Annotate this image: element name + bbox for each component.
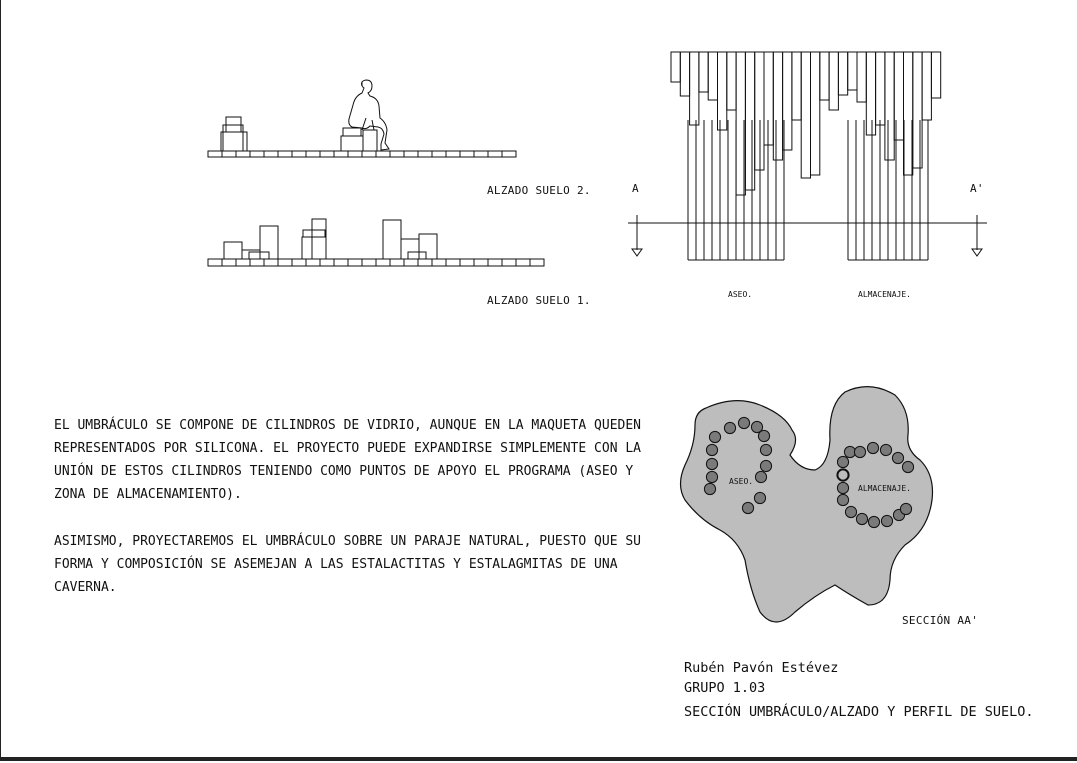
plan-column — [706, 444, 717, 455]
plan-column — [892, 452, 903, 463]
section-arrow-left — [632, 249, 642, 256]
stalactite — [764, 52, 773, 145]
floor-2-block — [343, 128, 361, 136]
human-figure — [349, 80, 389, 150]
plan-column — [706, 458, 717, 469]
floor-1-block — [302, 237, 312, 259]
plan-column — [902, 461, 913, 472]
floor-2-block — [341, 136, 363, 151]
plan-almacenaje-label: ALMACENAJE. — [858, 484, 911, 493]
site-plan — [681, 387, 933, 622]
floor-1-block — [419, 234, 437, 259]
elevation-1-caption: ALZADO SUELO 1. — [487, 294, 591, 307]
stalactite — [876, 52, 885, 125]
elevation-floor-2 — [208, 80, 516, 157]
stalactite — [671, 52, 680, 82]
plan-column — [856, 513, 867, 524]
stalactite — [857, 52, 866, 102]
plan-column — [868, 516, 879, 527]
stalactite-columns — [671, 52, 941, 195]
stalactite — [848, 52, 857, 90]
stalactite — [727, 52, 736, 110]
support-posts — [688, 120, 928, 260]
plan-column — [724, 422, 735, 433]
stalactite — [829, 52, 838, 110]
author-name: Rubén Pavón Estévez — [684, 660, 839, 676]
plan-column — [760, 444, 771, 455]
stalactite — [773, 52, 782, 160]
section-almacenaje-label: ALMACENAJE. — [858, 290, 911, 299]
floor-1-block — [383, 220, 401, 259]
plan-column — [742, 502, 753, 513]
stalactite — [745, 52, 754, 190]
stalactite — [866, 52, 875, 135]
stalactite — [792, 52, 801, 120]
terrain-outline — [681, 387, 933, 622]
stalactite — [708, 52, 717, 100]
plan-column — [837, 482, 848, 493]
stalactite — [811, 52, 820, 175]
floor-1-block — [242, 250, 260, 259]
stalactite — [680, 52, 689, 96]
plan-column — [881, 515, 892, 526]
stalactite — [820, 52, 829, 100]
plan-column — [900, 503, 911, 514]
description-paragraph-1: EL UMBRÁCULO SE COMPONE DE CILINDROS DE VIDRIO, AUNQUE EN LA MAQUETA QUEDEN REPRESENTADOS POR SILICONA. EL PROYECTO PUEDE EXPANDIRSE SIMPLEMENTE CON LA UNIÓN DE ESTOS CILINDROS TENIENDO COMO PUNTOS DE APOYO EL PROGRAMA (ASEO Y ZONA DE ALMACENAMIENTO). — [54, 418, 641, 502]
floor-2-block — [363, 130, 377, 151]
plan-column — [738, 417, 749, 428]
floor-1-block — [408, 252, 426, 259]
plan-column — [867, 442, 878, 453]
plan-column — [754, 492, 765, 503]
sheet-title: SECCIÓN UMBRÁCULO/ALZADO Y PERFIL DE SUELO. — [684, 704, 1034, 720]
plan-column — [845, 506, 856, 517]
plan-aseo-label: ASEO. — [729, 477, 754, 486]
section-aseo-label: ASEO. — [728, 290, 753, 299]
stalactite — [755, 52, 764, 170]
umbraculo-section — [628, 52, 987, 260]
plan-column — [704, 483, 715, 494]
group-number: GRUPO 1.03 — [684, 680, 766, 696]
stalactite — [931, 52, 940, 98]
elevation-floor-1 — [208, 219, 544, 266]
floor-2-slab-joints — [222, 151, 502, 157]
stalactite — [904, 52, 913, 175]
floor-1-slab-joints — [222, 259, 530, 266]
description-paragraph-2: ASIMISMO, PROYECTAREMOS EL UMBRÁCULO SOBRE UN PARAJE NATURAL, PUESTO QUE SU FORMA Y COMPOSICIÓN SE ASEMEJAN A LAS ESTALACTITAS Y ESTALAGMITAS DE UNA CAVERNA. — [54, 534, 641, 595]
plan-column — [854, 446, 865, 457]
plan-column — [837, 456, 848, 467]
stalactite — [913, 52, 922, 168]
plan-column — [755, 471, 766, 482]
plan-column — [758, 430, 769, 441]
section-mark-a: A — [632, 182, 639, 195]
plan-column — [880, 444, 891, 455]
plan-column — [706, 471, 717, 482]
floor-1-block — [249, 252, 269, 259]
plan-title: SECCIÓN AA' — [902, 614, 979, 627]
floor-1-block — [312, 219, 326, 259]
floor-1-block — [224, 242, 242, 259]
stalactite — [718, 52, 727, 130]
plan-column — [760, 460, 771, 471]
floor-1-block — [303, 230, 325, 237]
section-arrow-right — [972, 249, 982, 256]
stalactite — [885, 52, 894, 160]
stalactite — [801, 52, 810, 178]
stalactite — [699, 52, 708, 92]
plan-column — [709, 431, 720, 442]
stalactite — [690, 52, 699, 125]
elevation-2-caption: ALZADO SUELO 2. — [487, 184, 591, 197]
stalactite — [922, 52, 931, 120]
plan-column — [837, 494, 848, 505]
section-mark-a-prime: A' — [970, 182, 984, 195]
stalactite — [838, 52, 847, 95]
floor-1-block — [401, 239, 419, 259]
